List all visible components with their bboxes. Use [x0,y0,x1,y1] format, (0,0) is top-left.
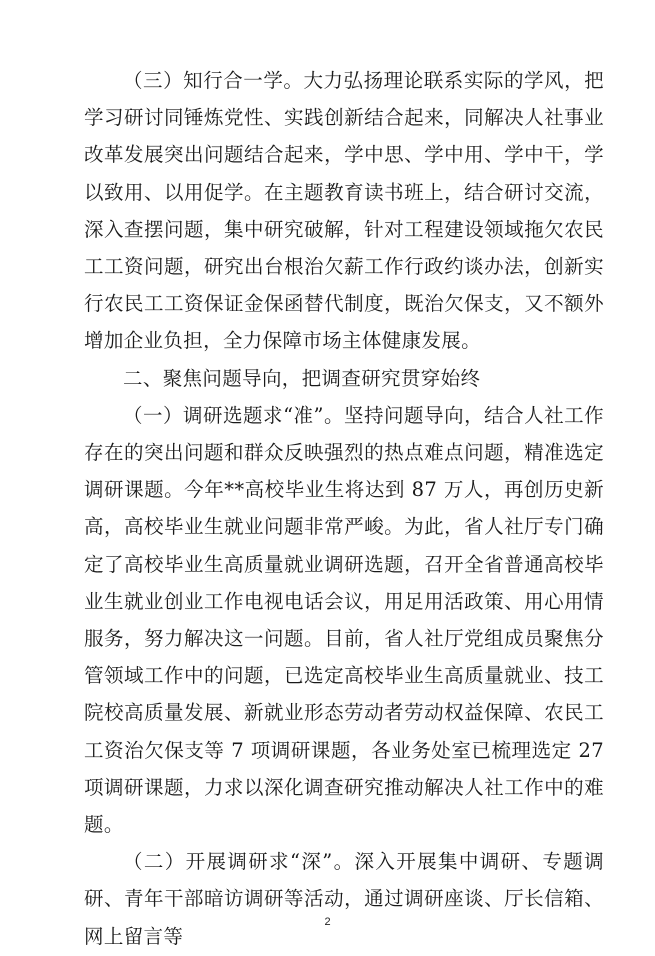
paragraph-conduct-research: （二）开展调研求“深”。深入开展集中调研、专题调研、青年干部暗访调研等活动，通过调研座谈、厅长信箱、网上留言等 [84,850,604,948]
section-heading-two: 二、聚焦问题导向，把调查研究贯穿始终 [123,366,481,390]
paragraph-zhixing-heyi: （三）知行合一学。大力弘扬理论联系实际的学风，把学习研讨同锤炼党性、实践创新结合起来，同解决人社事业改革发展突出问题结合起来，学中思、学中用、学中干，学以致用、以用促学。在主题教育读书班上，结合研讨交流，深入查摆问题，集中研究破解，针对工程建设领域拖欠农民工工资问题，研究出台根治欠薪工作行政约谈办法，创新实行农民工工资保证金保函替代制度，既治欠保支，又不额外增加企业负担，全力保障市场主体健康发展。 [84,69,604,353]
document-body [84,62,604,955]
paragraph-research-topic: （一）调研选题求“准”。坚持问题导向，结合人社工作存在的突出问题和群众反映强烈的热点难点问题，精准选定调研课题。今年**高校毕业生将达到 87 万人，再创历史新高，高校毕业生就业问题非常严峻。为此，省人社厅专门确定了高校毕业生高质量就业调研选题，召开全省普通高校毕业生就业创业工作电视电话会议，用足用活政策、用心用情服务，努力解决这一问题。目前，省人社厅党组成员聚焦分管领域工作中的问题，已选定高校毕业生高质量就业、技工院校高质量发展、新就业形态劳动者劳动权益保障、农民工工资治欠保支等 7 项调研课题，各业务处室已梳理选定 27 项调研课题，力求以深化调查研究推动解决人社工作中的难题。 [84,403,604,837]
page-number: 2 [324,916,331,928]
